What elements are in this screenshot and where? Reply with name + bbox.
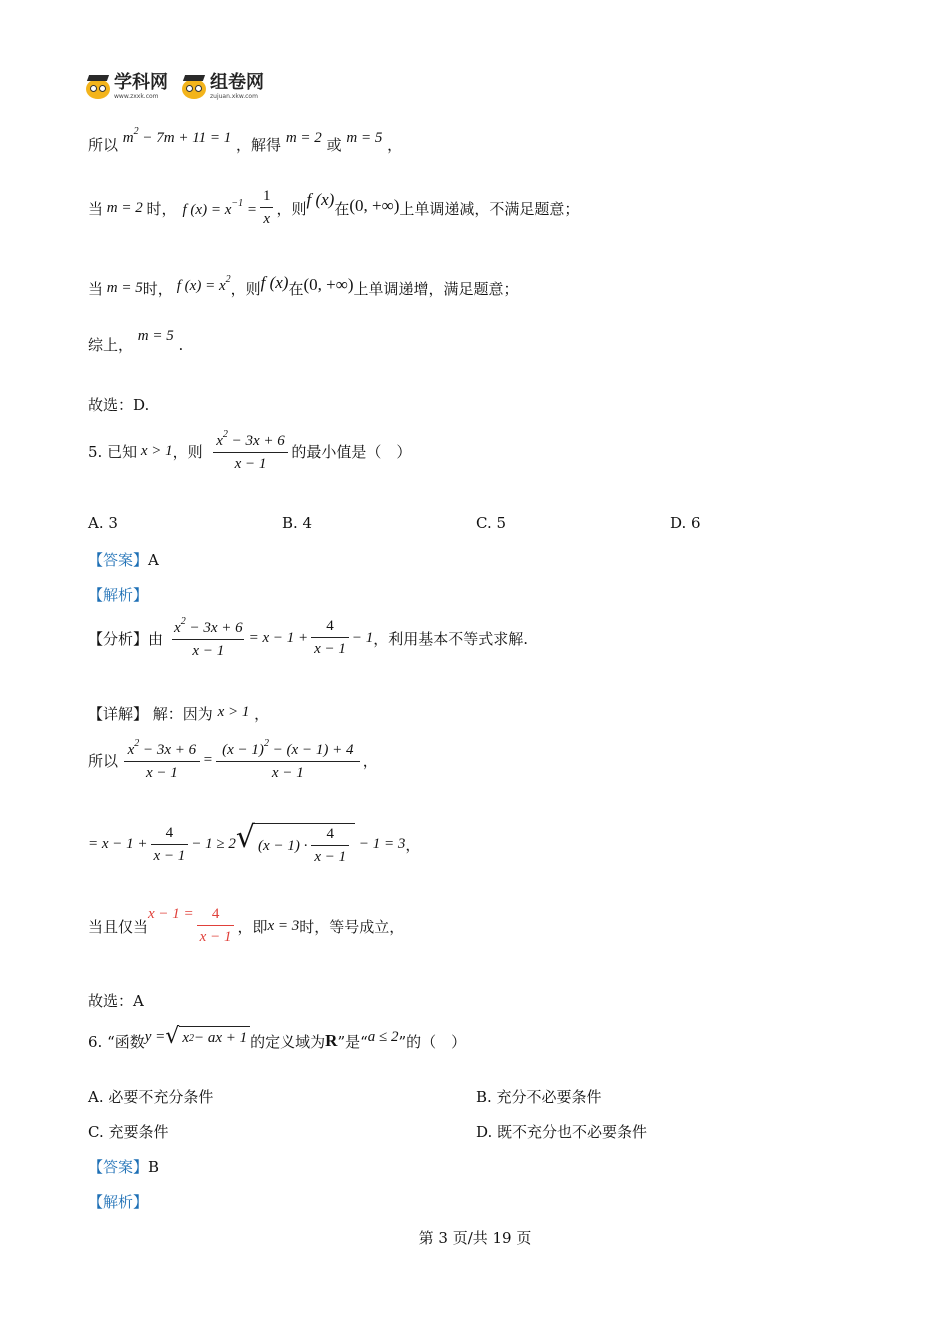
question-6	[88, 1024, 467, 1052]
fraction: $\frac{1}{x}$	[260, 188, 274, 228]
equation: x = 3	[267, 917, 300, 934]
equation: f $(x) = x^2$	[176, 274, 231, 294]
equation: x − 1 =	[148, 905, 194, 922]
text: 或	[326, 136, 342, 154]
line-conclusion	[88, 328, 184, 355]
analysis-tag: 【分析】	[88, 629, 149, 648]
text: 解：因为	[152, 705, 213, 723]
equation: x > 1	[137, 442, 173, 459]
text: ，	[405, 836, 421, 854]
text: 的定义域为	[250, 1032, 326, 1051]
text: ”的（ ）	[398, 1032, 467, 1051]
fraction: $\frac{4}{x - 1}$	[311, 618, 349, 658]
text: ，	[387, 136, 403, 154]
text: 当且仅当	[88, 917, 149, 936]
sqrt-expression: √ (x − 1) · $\frac{4}{x - 1}$	[236, 823, 355, 866]
q5-option-a: A. 3	[88, 514, 118, 532]
detail-tag: 【详解】	[88, 705, 149, 723]
text: ，则	[276, 199, 307, 218]
q6-option-b: B. 充分不必要条件	[476, 1088, 602, 1106]
q6-jiexi-tag: 【解析】	[88, 1193, 149, 1211]
q5-option-b: B. 4	[282, 514, 313, 532]
question-5	[88, 429, 411, 473]
text: ”是“	[337, 1032, 368, 1051]
q6-answer	[88, 1156, 159, 1177]
equation: f (x)	[260, 272, 289, 292]
answer-tag: 【答案】	[88, 1158, 149, 1176]
text: ，则	[230, 280, 261, 298]
equation: m = 2	[103, 199, 147, 216]
text: ，	[254, 705, 270, 723]
text: 时，	[146, 199, 177, 218]
q5-step-1	[88, 738, 378, 782]
equation: m = 5	[103, 280, 143, 296]
text: 时，等号成立，	[299, 917, 405, 936]
logo-url: www.zxxk.com	[114, 93, 159, 100]
answer-value: A	[148, 551, 159, 569]
text: 时，	[142, 280, 173, 298]
zxxk-logo	[86, 74, 168, 100]
q5-option-d: D. 6	[670, 514, 701, 532]
logo-title: 学科网	[114, 72, 168, 93]
q6-option-d: D. 既不充分也不必要条件	[476, 1123, 648, 1141]
line-case-m2	[88, 188, 579, 228]
text: ，即	[237, 917, 268, 936]
fraction: $\frac{x^2 - 3x + 6}{x - 1}$	[174, 616, 243, 659]
question-number: 6. “函数	[88, 1032, 145, 1051]
fraction: $\frac{(x - 1)^2 - (x - 1) + 4}{x - 1}$	[216, 738, 360, 782]
text: 在	[288, 280, 304, 298]
equation: y =	[144, 1028, 166, 1045]
equation: m = 2	[285, 130, 322, 146]
fraction: $\frac{4}{x - 1}$	[151, 825, 189, 865]
q5-answer	[88, 549, 159, 570]
text: 在	[334, 199, 350, 218]
choice-d-line: 故选：D.	[88, 396, 150, 414]
equation: − 1 ≥ 2	[191, 836, 236, 852]
equation: = x − 1 +	[248, 629, 309, 646]
owl-icon	[86, 75, 110, 99]
line-case-m5	[88, 272, 519, 299]
text: 综上，	[88, 336, 134, 354]
text: ，	[362, 751, 378, 770]
text: 上单调递减，不满足题意；	[399, 199, 580, 218]
choice-a-line: 故选：A	[88, 992, 144, 1010]
interval: (0, +∞)	[303, 274, 354, 294]
owl-icon	[182, 75, 206, 99]
text: 当	[88, 199, 104, 218]
q5-analysis	[88, 616, 528, 660]
equation: − 1 = 3	[355, 836, 406, 852]
real-set-symbol: R	[325, 1031, 338, 1050]
equation: = x − 1 +	[88, 836, 148, 852]
q5-step-2	[88, 820, 421, 866]
text: 上单调递增，满足题意；	[353, 280, 519, 298]
q5-option-c: C. 5	[476, 514, 507, 532]
fraction: $\frac{x^2 - 3x + 6}{x - 1}$	[124, 738, 200, 782]
text: .	[178, 336, 184, 354]
text: 所以	[88, 751, 119, 770]
answer-tag: 【答案】	[88, 551, 149, 569]
q6-option-a: A. 必要不充分条件	[88, 1088, 214, 1106]
text: 的最小值是（ ）	[291, 442, 412, 461]
equation: m = 5	[346, 130, 383, 146]
logo-title: 组卷网	[210, 72, 264, 93]
equation: a ≤ 2	[367, 1028, 399, 1045]
text: 由	[148, 629, 164, 648]
page-footer: 第 3 页/共 19 页	[418, 1229, 532, 1247]
equation: x > 1	[217, 704, 250, 720]
text: ，利用基本不等式求解.	[373, 629, 529, 648]
q6-option-c: C. 充要条件	[88, 1123, 169, 1141]
interval: (0, +∞)	[349, 196, 400, 215]
text: ，则	[172, 442, 203, 461]
line-solve-m	[88, 126, 403, 155]
equation: − 1	[351, 629, 374, 646]
equation: f $(x) = x^{-1}$ =	[182, 197, 257, 218]
q5-detail	[88, 703, 269, 724]
text: 所以	[88, 136, 119, 154]
fraction: $\frac{x^2 - 3x + 6}{x - 1}$	[213, 429, 289, 473]
equation: m = 5	[137, 328, 174, 344]
sqrt-expression: √ x 2 − ax + 1	[165, 1026, 250, 1048]
answer-value: B	[148, 1158, 160, 1176]
q5-equality	[88, 906, 404, 946]
fraction: $\frac{4}{x - 1}$	[197, 906, 235, 946]
zujuan-logo	[182, 74, 264, 100]
question-number: 5. 已知	[88, 442, 138, 461]
logo-url: zujuan.xkw.com	[210, 93, 258, 100]
equation: f (x)	[306, 190, 335, 209]
header-logos	[86, 74, 264, 100]
equation: $m^2 - 7m + 11 = 1$	[122, 126, 232, 146]
q5-jiexi-tag: 【解析】	[88, 586, 149, 604]
equation: =	[202, 751, 213, 768]
text: 当	[88, 280, 104, 298]
text: ，解得	[236, 136, 282, 154]
